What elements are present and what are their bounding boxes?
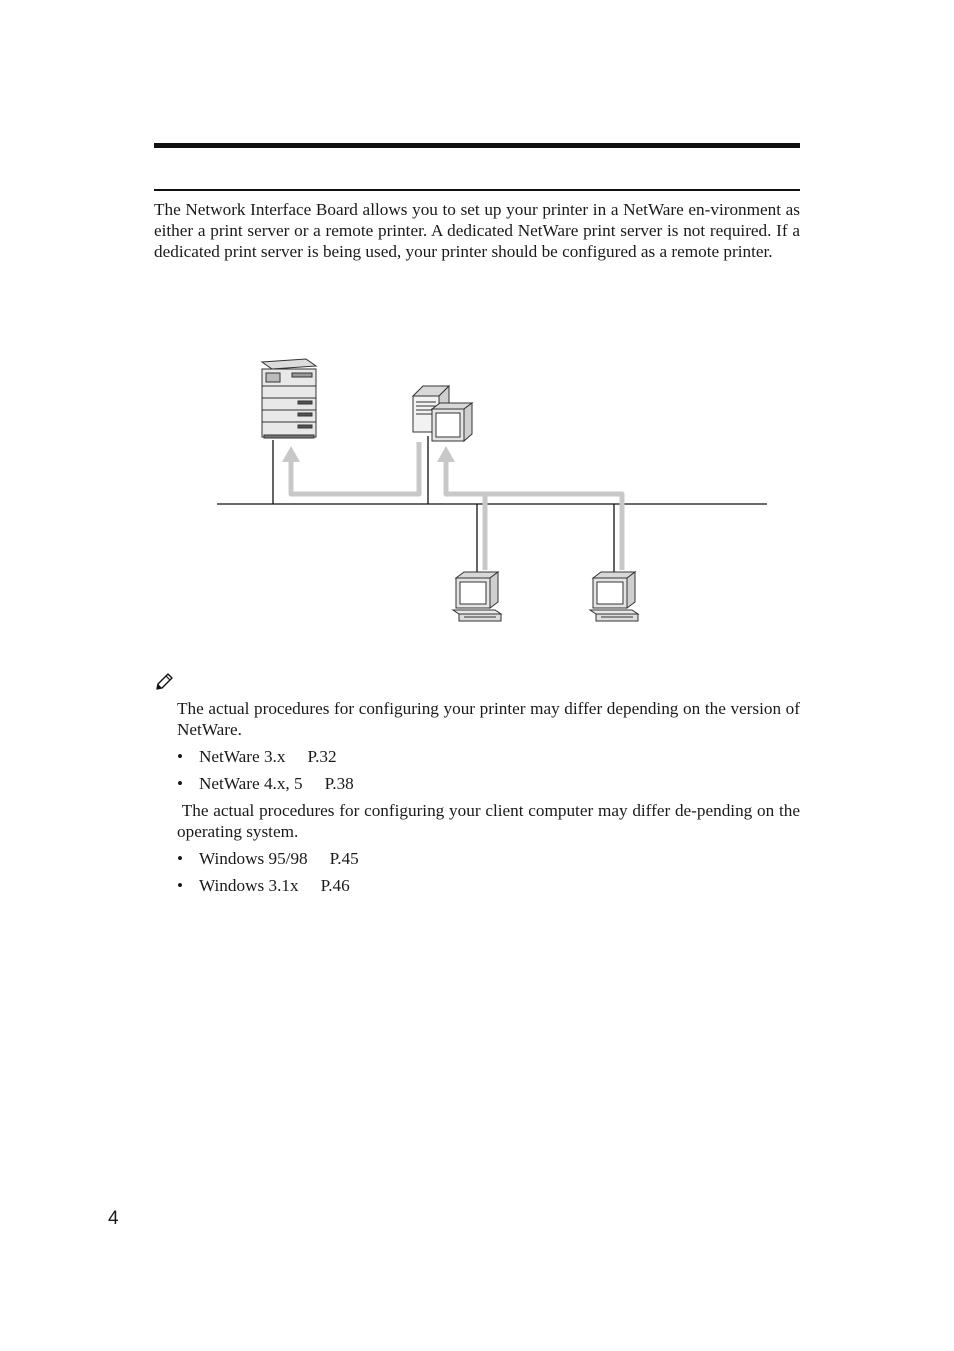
page-reference: P.32 [307, 747, 337, 766]
printer-copier-icon [262, 359, 316, 438]
printer-arrowhead [282, 446, 300, 462]
note-section [177, 698, 805, 902]
page-reference: P.45 [329, 849, 359, 868]
server-arrowhead [437, 446, 455, 462]
client-computer-icon [590, 572, 638, 621]
flow-client1-to-server [446, 460, 485, 570]
header-rule-thin [154, 189, 800, 191]
pencil-note-icon [154, 672, 176, 692]
note-paragraph-client: The actual procedures for configuring your client computer may differ de-pending on the operating system. [177, 801, 805, 841]
list-item [177, 773, 800, 794]
list-item-label: Windows 95/98 [199, 849, 308, 868]
operating-system-list [177, 848, 800, 896]
server-icon [413, 386, 472, 441]
network-diagram [200, 350, 780, 635]
flow-client2-to-server [485, 494, 622, 570]
page-reference: P.46 [320, 876, 350, 895]
header-rule-thick [154, 143, 800, 148]
list-item [177, 848, 800, 869]
list-item-label: NetWare 3.x [199, 747, 286, 766]
list-item-label: NetWare 4.x, 5 [199, 774, 303, 793]
list-item-label: Windows 3.1x [199, 876, 299, 895]
client-computer-icon [453, 572, 501, 621]
list-item [177, 746, 800, 767]
flow-server-to-printer [291, 442, 419, 494]
page-number: 4 [108, 1208, 119, 1229]
intro-paragraph: The Network Interface Board allows you to set up your printer in a NetWare en-vironment as either a print server or a remote printer. A dedicated NetWare print server is not required. If a dedicated print server is being used, your printer should be configured as a remote printer. [154, 200, 800, 261]
note-paragraph-printer: The actual procedures for configuring your printer may differ depending on the version of NetWare. [177, 699, 800, 739]
netware-version-list [177, 746, 800, 794]
list-item [177, 875, 800, 896]
page-reference: P.38 [324, 774, 354, 793]
